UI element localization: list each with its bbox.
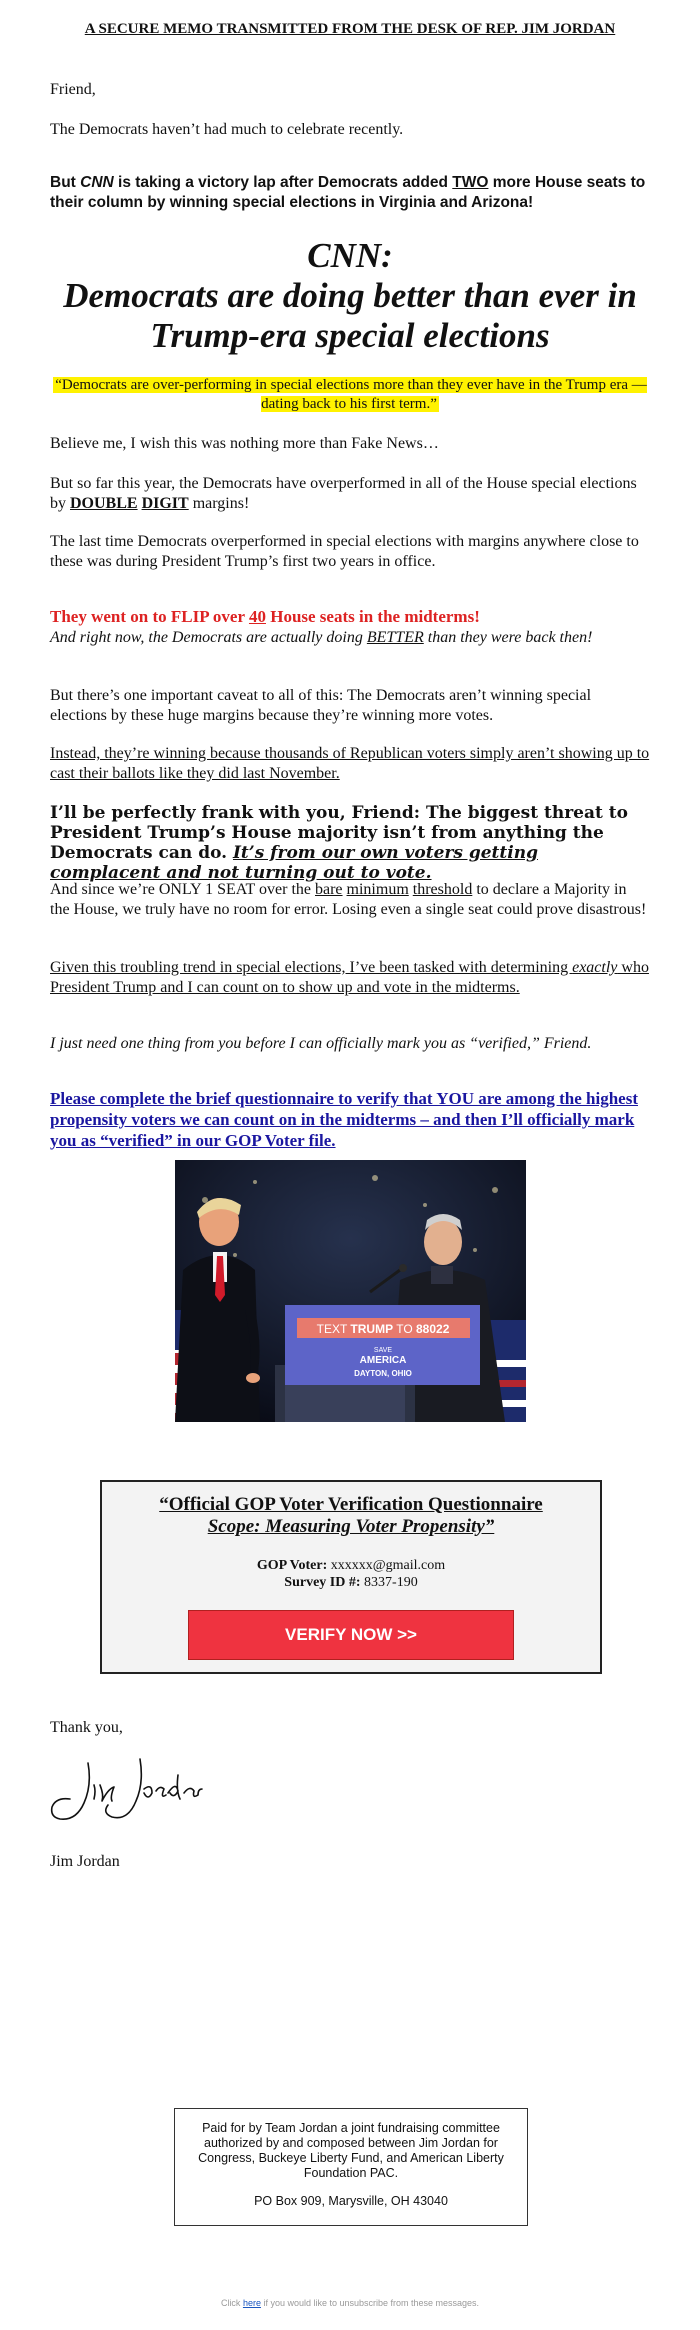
memo-title: A SECURE MEMO TRANSMITTED FROM THE DESK OF REP. JIM JORDAN [84, 21, 616, 37]
questionnaire-title-line2: Scope: Measuring Voter Propensity” [207, 1516, 495, 1537]
verify-now-button[interactable]: VERIFY NOW >> [188, 1610, 514, 1660]
mailing-address: PO Box 909, Marysville, OH 43040 [254, 2194, 448, 2208]
voter-email: xxxxxx@gmail.com [330, 1558, 446, 1573]
headline-source: CNN: [307, 236, 393, 275]
unsubscribe-link[interactable]: here [242, 2298, 261, 2308]
paragraph-2: But CNN is taking a victory lap after Democrats added TWO more House seats to their column by winning special elections in Virginia and Arizona! [50, 173, 646, 211]
questionnaire-cta-link[interactable]: Please complete the brief questionnaire to verify that YOU are among the highest propensity voters we can count on in the midterms – and then I’ll officially mark you as “verified” in our GOP Voter file. [50, 1089, 638, 1150]
sign-america: AMERICA [359, 1355, 407, 1366]
signature-graphic [48, 1755, 208, 1827]
highlighted-quote: “Democrats are over-performing in special elections more than they ever have in the Trump era — dating back to his first term.” [55, 377, 647, 412]
paragraph-7: And right now, the Democrats are actually doing BETTER than they were back then! [50, 629, 593, 646]
paragraph-13: I just need one thing from you before I can officially mark you as “verified,” Friend. [50, 1035, 592, 1052]
questionnaire-title-line1: “Official GOP Voter Verification Questionnaire [159, 1494, 543, 1515]
cnn-headline [30, 236, 670, 356]
paragraph-9: Instead, they’re winning because thousands of Republican voters simply aren’t showing up to cast their ballots like they did last November. [50, 745, 650, 782]
paid-for-text: Paid for by Team Jordan a joint fundraising committee authorized by and composed between Jim Jordan for Congress, Buckeye Liberty Fund, and American Liberty Foundation PAC. [198, 2121, 504, 2180]
survey-id: 8337-190 [364, 1575, 418, 1590]
paragraph-12: Given this troubling trend in special elections, I’ve been tasked with determining exactly who President Trump and I can count on to show up and vote in the midterms. [50, 959, 649, 996]
closing-name: Jim Jordan [50, 1853, 120, 1870]
questionnaire-info [102, 1557, 600, 1591]
paragraph-6-red: They went on to FLIP over 40 House seats in the midterms! [50, 607, 480, 626]
questionnaire-title [102, 1494, 600, 1538]
unsubscribe-line: Click here if you would like to unsubscribe from these messages. [220, 2298, 480, 2308]
questionnaire-box [100, 1480, 602, 1674]
voter-line: GOP Voter: xxxxxx@gmail.com [256, 1558, 446, 1573]
greeting: Friend, [50, 81, 96, 98]
sign-save: SAVE [373, 1347, 393, 1354]
closing-thanks: Thank you, [50, 1719, 123, 1736]
paragraph-3: Believe me, I wish this was nothing more than Fake News… [50, 435, 439, 452]
rally-photo[interactable] [175, 1160, 526, 1422]
paid-for-disclaimer [174, 2108, 528, 2226]
survey-line: Survey ID #: 8337-190 [284, 1575, 418, 1590]
paragraph-4: But so far this year, the Democrats have overperformed in all of the House special elections by DOUBLE DIGIT margins! [50, 475, 637, 512]
podium-sign [285, 1305, 480, 1385]
paragraph-11: And since we’re ONLY 1 SEAT over the bare minimum threshold to declare a Majority in the House, we truly have no room for error. Losing even a single seat could prove disastrous! [50, 881, 647, 918]
rally-photo-graphic [175, 1160, 526, 1422]
paragraph-1: The Democrats haven’t had much to celebrate recently. [50, 121, 404, 138]
headline-text: Democrats are doing better than ever in Trump-era special elections [63, 276, 637, 355]
sign-text-line: TEXT TRUMP TO 88022 [316, 1322, 450, 1336]
sign-location: DAYTON, OHIO [354, 1369, 412, 1378]
paragraph-5: The last time Democrats overperformed in special elections with margins anywhere close to these was during President Trump’s first two years in office. [50, 533, 639, 570]
paragraph-10: I’ll be perfectly frank with you, Friend: The biggest threat to President Trump’s House majority isn’t from anything the Democrats can do. It’s from our own voters getting complacent and not turning out to vote. [50, 803, 628, 883]
paragraph-8: But there’s one important caveat to all of this: The Democrats aren’t winning special elections by these huge margins because they’re winning more votes. [50, 687, 592, 724]
